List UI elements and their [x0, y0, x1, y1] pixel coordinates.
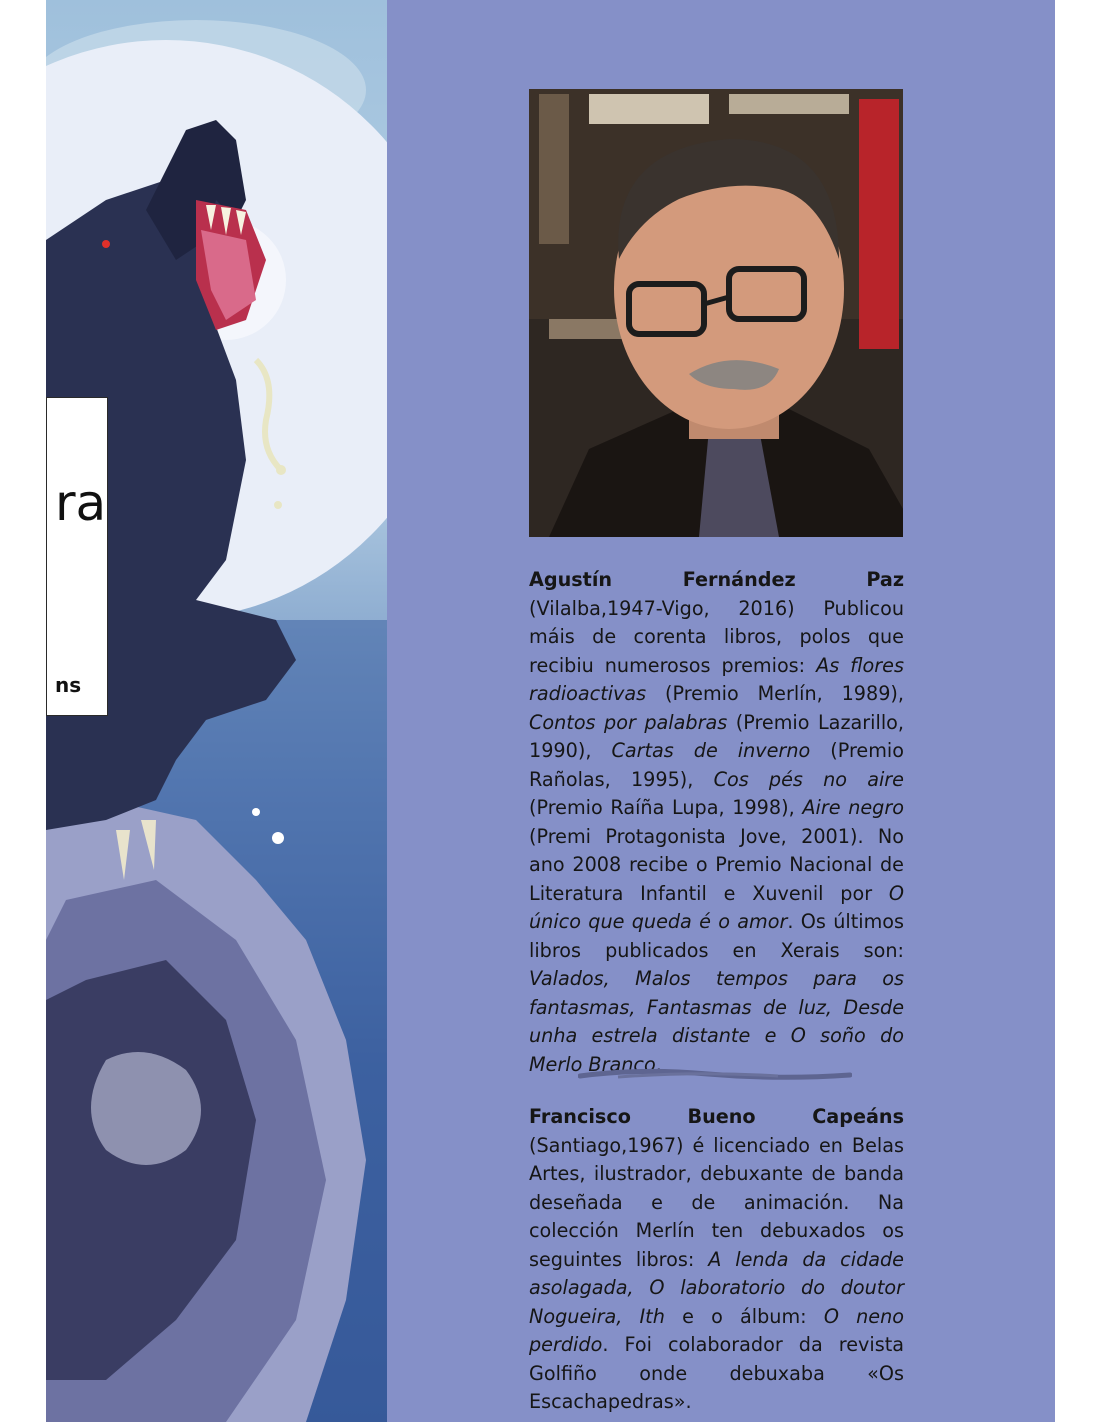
- divider-ornament: [578, 1064, 852, 1084]
- illustrator-bio: Francisco Bueno Capeáns (Santiago,1967) é licenciado en Belas Artes, ilustrador, debuxante de banda deseñada e de animación. Na colección Merlín ten debuxados os seguintes libros: A lenda da cidade asolagada, O laboratorio do doutor Nogueira, Ith e o álbum: O neno perdido. Foi colaborador da revista Golfiño onde debuxaba «Os Escachapedras».: [529, 1105, 904, 1413]
- author-portrait-image: [529, 89, 903, 537]
- author-photo: [529, 89, 903, 537]
- cover-subtitle-fragment: ns: [55, 673, 82, 697]
- cover-title-fragment: ra: [55, 474, 107, 532]
- author-name: Agustín Fernández Paz: [529, 568, 904, 591]
- author-bio: Agustín Fernández Paz (Vilalba,1947-Vigo, 2016) Publicou máis de corenta libros, polos que recibiu numerosos premios: As flores radioactivas (Premio Merlín, 1989), Contos por palabras (Premio Lazarillo, 1990), Cartas de inverno (Premio Rañolas, 1995), Cos pés no aire (Premio Raíña Lupa, 1998), Aire negro (Premi Protagonista Jove, 2001). No ano 2008 recibe o Premio Nacional de Literatura Infantil e Xuvenil por O único que queda é o amor. Os últimos libros publicados en Xerais son: Valados, Malos tempos para os fantasmas, Fantasmas de luz, Desde unha estrela distante e O soño do Merlo Branco.: [529, 568, 904, 1076]
- illustrator-name: Francisco Bueno Capeáns: [529, 1105, 904, 1128]
- cover-title-box: [46, 397, 108, 716]
